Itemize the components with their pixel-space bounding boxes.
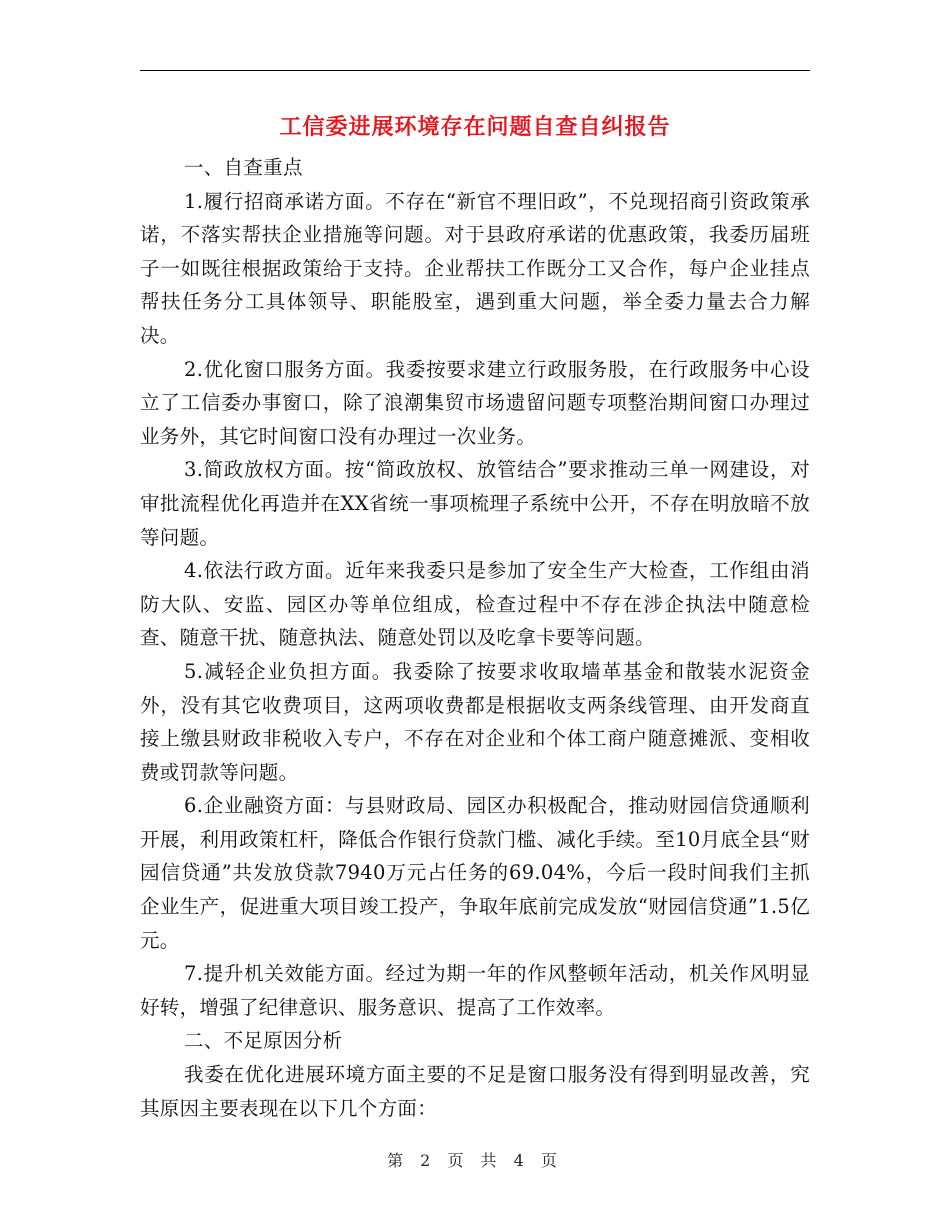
paragraph-3: 3.简政放权方面。按“简政放权、放管结合”要求推动三单一网建设，对审批流程优化再造并在XX省统一事项梳理子系统中公开，不存在明放暗不放等问题。 [140, 458, 810, 549]
paragraph-5: 5.减轻企业负担方面。我委除了按要求收取墙革基金和散装水泥资金外，没有其它收费项目，这两项收费都是根据收支两条线管理、由开发商直接上缴县财政非税收入专户，不存在对企业和个体工商户随意摊派、变相收费或罚款等问题。 [140, 659, 810, 784]
paragraph-4: 4.依法行政方面。近年来我委只是参加了安全生产大检查，工作组由消防大队、安监、园区办等单位组成，检查过程中不存在涉企执法中随意检查、随意干扰、随意执法、随意处罚以及吃拿卡要等问题。 [140, 559, 810, 650]
document-body [140, 151, 810, 1125]
paragraph-7: 7.提升机关效能方面。经过为期一年的作风整顿年活动，机关作风明显好转，增强了纪律意识、服务意识、提高了工作效率。 [140, 962, 810, 1019]
header-rule [140, 70, 810, 71]
paragraph-2: 2.优化窗口服务方面。我委按要求建立行政服务股，在行政服务中心设立了工信委办事窗口，除了浪潮集贸市场遗留问题专项整治期间窗口办理过业务外，其它时间窗口没有办理过一次业务。 [140, 357, 810, 448]
section-heading-2: 二、不足原因分析 [184, 1029, 343, 1053]
section-heading-1: 一、自查重点 [184, 156, 303, 179]
page-footer: 第 2 页 共 4 页 [387, 1151, 563, 1170]
paragraph-8: 我委在优化进展环境方面主要的不足是窗口服务没有得到明显改善，究其原因主要表现在以下几个方面： [140, 1063, 810, 1120]
document-title: 工信委进展环境存在问题自查自纠报告 [279, 115, 671, 140]
paragraph-6: 6.企业融资方面：与县财政局、园区办积极配合，推动财园信贷通顺利开展，利用政策杠杆，降低合作银行贷款门槛、减化手续。至10月底全县“财园信贷通”共发放贷款7940万元占任务的69.04%，今后一段时间我们主抓企业生产，促进重大项目竣工投产，争取年底前完成发放“财园信贷通”1.5亿元。 [140, 794, 810, 952]
paragraph-1: 1.履行招商承诺方面。不存在“新官不理旧政”，不兑现招商引资政策承诺，不落实帮扶企业措施等问题。对于县政府承诺的优惠政策，我委历届班子一如既往根据政策给于支持。企业帮扶工作既分工又合作，每户企业挂点帮扶任务分工具体领导、职能股室，遇到重大问题，举全委力量去合力解决。 [140, 189, 810, 347]
